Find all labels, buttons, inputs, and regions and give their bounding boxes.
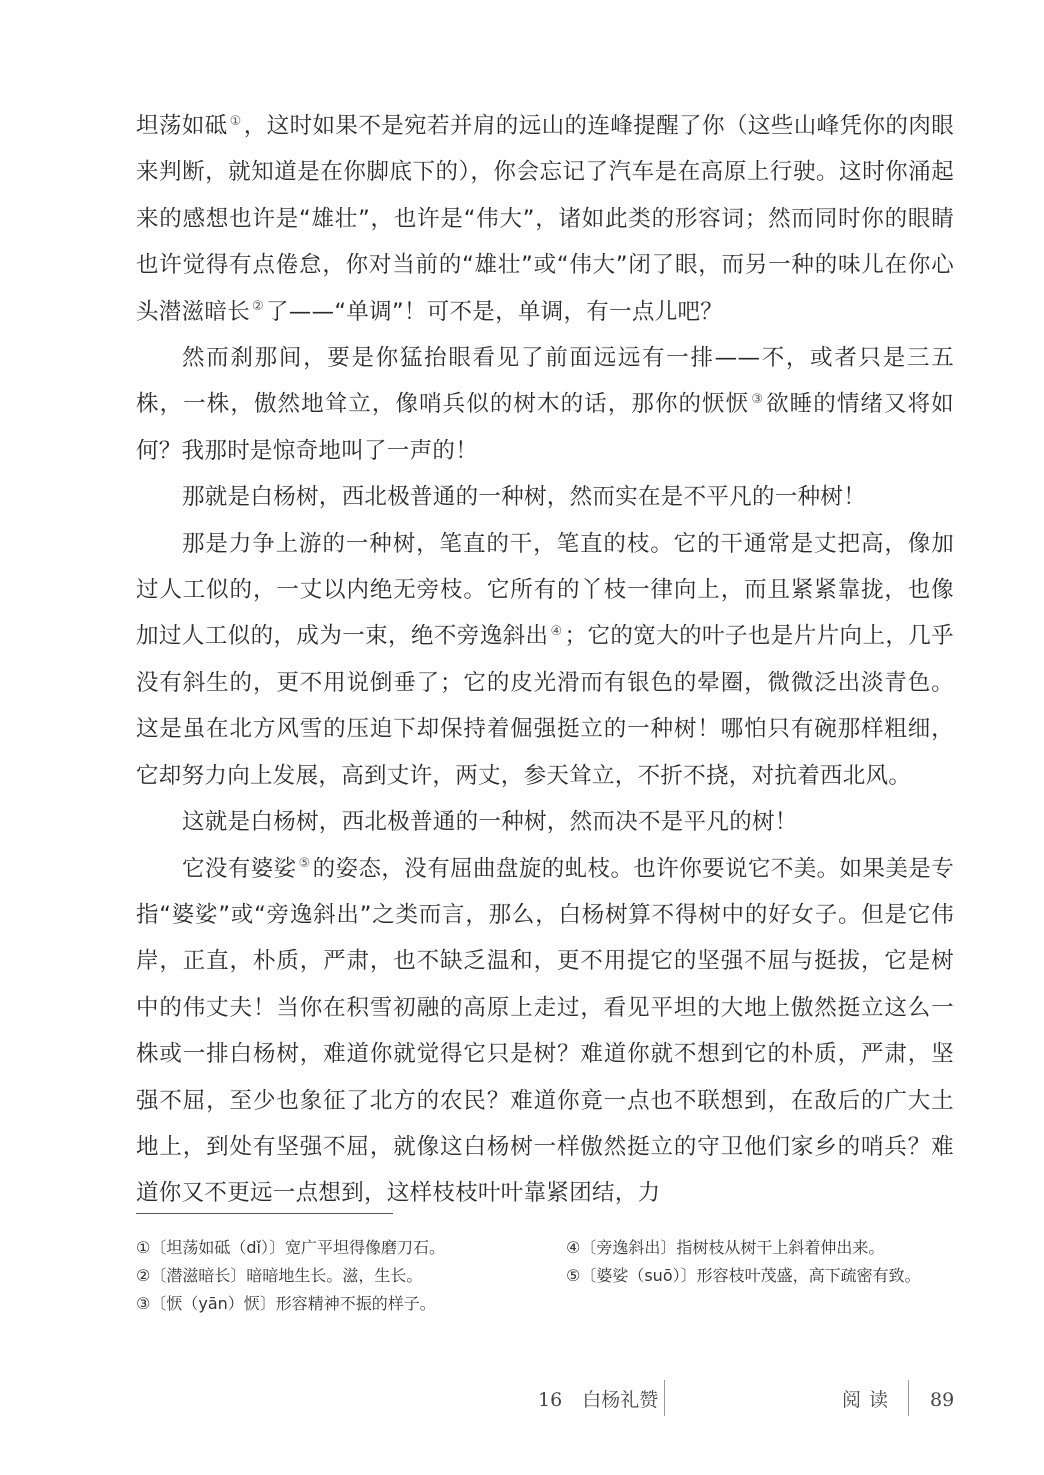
chapter-title: 白杨礼赞	[582, 1389, 659, 1411]
page-number: 89	[930, 1389, 955, 1411]
paragraph-text: ，这时如果不是宛若并肩的远山的连峰提醒了你（这些山峰凭你的肉眼来判断，就知道是在你脚底下的），你会忘记了汽车是在高原上行驶。这时你涌起来的感想也许是“雄壮”，也许是“伟大”，诸如此类的形容词；然而同时你的眼睛也许觉得有点倦怠，你对当前的“雄壮”或“伟大”闭了眼，而另一种的味儿在你心头潜滋暗长	[136, 113, 954, 325]
running-footer-chapter	[538, 1385, 658, 1415]
paragraph	[136, 335, 954, 474]
footnote-reference: ③	[751, 391, 765, 407]
paragraph-text: ；它的宽大的叶子也是片片向上，几乎没有斜生的，更不用说倒垂了；它的皮光滑而有银色的晕圈，微微泛出淡青色。这是虽在北方风雪的压迫下却保持着倔强挺立的一种树！哪怕只有碗那样粗细，它却努力向上发展，高到丈许，两丈，参天耸立，不折不挠，对抗着西北风。	[136, 623, 954, 789]
footnote-reference: ②	[252, 299, 264, 315]
section-label: 阅读	[842, 1389, 897, 1411]
paragraph	[136, 799, 954, 845]
paragraph-text: 这就是白杨树，西北极普通的一种树，然而决不是平凡的树！	[182, 809, 798, 836]
footnote: ①〔坦荡如砥（dǐ）〕宽广平坦得像磨刀石。	[136, 1238, 445, 1257]
paragraph	[136, 521, 954, 799]
footnote: ⑤〔婆娑（suō）〕形容枝叶茂盛，高下疏密有致。	[566, 1266, 921, 1285]
footer-separator	[908, 1380, 909, 1416]
paragraph	[136, 103, 954, 335]
paragraph-text: 的姿态，没有屈曲盘旋的虬枝。也许你要说它不美。如果美是专指“婆娑”或“旁逸斜出”之类而言，那么，白杨树算不得树中的好女子。但是它伟岸，正直，朴质，严肃，也不缺乏温和，更不用提它的坚强不屈与挺拔，它是树中的伟丈夫！当你在积雪初融的高原上走过，看见平坦的大地上傲然挺立这么一株或一排白杨树，难道你就觉得它只是树？难道你就不想到它的朴质，严肃，坚强不屈，至少也象征了北方的农民？难道你竟一点也不联想到，在敌后的广大土地上，到处有坚强不屈，就像这白杨树一样傲然挺立的守卫他们家乡的哨兵？难道你又不更远一点想到，这样枝枝叶叶靠紧团结，力	[136, 855, 954, 1207]
body-text	[136, 103, 954, 1217]
paragraph-text: 那就是白杨树，西北极普通的一种树，然而实在是不平凡的一种树！	[182, 484, 867, 511]
footnote-reference: ④	[550, 623, 563, 639]
footnote-divider	[136, 1213, 393, 1214]
footnotes-right-column	[566, 1234, 966, 1290]
paragraph-text: 坦荡如砥	[136, 113, 228, 139]
paragraph-text: 然而刹那间，要是你猛抬眼看见了前面远远有一排——不，或者只是三五株，一株，傲然地耸立，像哨兵似的树木的话，那你的恹恹	[136, 345, 954, 418]
paragraph-text: 那是力争上游的一种树，笔直的干，笔直的枝。它的干通常是丈把高，像加过人工似的，一丈以内绝无旁枝。它所有的丫枝一律向上，而且紧紧靠拢，也像加过人工似的，成为一束，绝不旁逸斜出	[136, 530, 954, 650]
footnote: ③〔恹（yān）恹〕形容精神不振的样子。	[136, 1294, 436, 1313]
paragraph-text: 欲睡的情绪又将如何？我那时是惊奇地叫了一声的！	[136, 391, 954, 464]
footnote: ④〔旁逸斜出〕指树枝从树干上斜着伸出来。	[566, 1238, 885, 1257]
footnote: ②〔潜滋暗长〕暗暗地生长。滋，生长。	[136, 1266, 423, 1285]
footnote-reference: ①	[229, 113, 242, 129]
paragraph	[136, 846, 954, 1217]
footnotes-left-column	[136, 1234, 536, 1318]
paragraph	[136, 474, 954, 520]
footer-separator	[664, 1380, 665, 1416]
paragraph-text: 了——“单调”！可不是，单调，有一点儿吧？	[265, 298, 724, 325]
paragraph-text: 它没有婆娑	[182, 855, 297, 882]
chapter-number: 16	[538, 1389, 563, 1411]
footnote-reference: ⑤	[298, 856, 311, 871]
